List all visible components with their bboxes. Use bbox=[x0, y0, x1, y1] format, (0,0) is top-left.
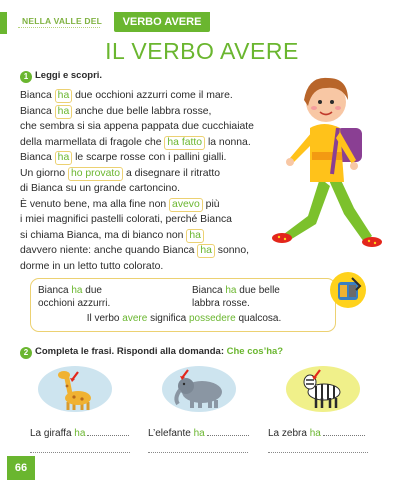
zebra-illustration bbox=[286, 366, 360, 412]
exercise-2-number: 2 bbox=[20, 347, 32, 359]
exercise-2-question: Che cos’ha? bbox=[226, 346, 284, 357]
page-edge-bar bbox=[0, 12, 7, 34]
rule-summary-box bbox=[30, 278, 336, 332]
answer-blank[interactable] bbox=[87, 435, 129, 436]
section-dotted-line bbox=[18, 27, 100, 28]
verb-highlight: ha bbox=[55, 89, 73, 103]
story-line: dorme in un letto tutto colorato. bbox=[20, 260, 164, 272]
answer-line-3[interactable] bbox=[268, 452, 368, 453]
giraffe-illustration bbox=[38, 366, 112, 412]
verb-highlight: ha bbox=[55, 105, 73, 119]
page-number: 66 bbox=[7, 456, 35, 480]
answer-elephant: L’elefante ha bbox=[148, 428, 249, 439]
story-line: Bianca ha anche due belle labbra rosse, bbox=[20, 105, 212, 117]
story-line: Bianca ha le scarpe rosse con i pallini gialli. bbox=[20, 152, 227, 163]
verb-highlight: ha fatto bbox=[164, 136, 205, 150]
exercise-1-text: Leggi e scopri. bbox=[35, 70, 103, 81]
story-line: si chiama Bianca, ma di bianco non ha bbox=[20, 228, 290, 244]
exercise-1-number: 1 bbox=[20, 71, 32, 83]
story-line: della marmellata di fragole che ha fatto la nonna. bbox=[20, 136, 251, 148]
answer-blank[interactable] bbox=[323, 435, 365, 436]
answer-blank[interactable] bbox=[207, 435, 249, 436]
exercise-2-text: Completa le frasi. Rispondi alla domanda: bbox=[35, 346, 227, 357]
story-line: Un giorno ho provato a disegnare il ritratto bbox=[20, 167, 221, 179]
summary-example-2: Bianca ha due belle labbra rosse. bbox=[192, 285, 280, 309]
page-title: IL VERBO AVERE bbox=[105, 38, 299, 64]
child-walking-illustration bbox=[268, 66, 388, 262]
story-line: È venuto bene, ma alla fine non avevo più bbox=[20, 198, 220, 210]
story-text bbox=[20, 88, 290, 274]
verb-highlight: avevo bbox=[169, 198, 203, 212]
answer-line-2[interactable] bbox=[148, 452, 248, 453]
summary-rule: Il verbo avere significa possedere qualcosa. bbox=[86, 313, 282, 324]
elephant-illustration bbox=[162, 366, 236, 412]
summary-example-1: Bianca ha due occhioni azzurri. bbox=[38, 285, 111, 309]
story-line: che sembra si sia appena pappata due cucchiaiate bbox=[20, 121, 254, 132]
verb-highlight: ha bbox=[55, 151, 73, 165]
answer-line-1[interactable] bbox=[30, 452, 130, 453]
story-line: Bianca ha due occhioni azzurri come il mare. bbox=[20, 90, 233, 101]
exercise-1-instruction bbox=[20, 70, 102, 83]
answer-zebra: La zebra ha bbox=[268, 428, 365, 439]
story-line: di Bianca su un grande cartoncino. bbox=[20, 183, 181, 194]
exercise-2-instruction bbox=[20, 346, 283, 359]
verb-highlight: ho provato bbox=[68, 167, 123, 181]
animals-sticker-icon bbox=[330, 272, 366, 308]
section-label: NELLA VALLE DEL bbox=[22, 16, 102, 26]
verb-highlight: ha bbox=[186, 229, 204, 243]
answer-giraffe: La giraffa ha bbox=[30, 428, 129, 439]
story-line: i miei magnifici pastelli colorati, perché Bianca bbox=[20, 214, 232, 225]
verb-highlight: ha bbox=[197, 244, 215, 258]
story-line: davvero niente: anche quando Bianca ha sonno, bbox=[20, 245, 250, 256]
page-header bbox=[0, 12, 404, 32]
chapter-tab: VERBO AVERE bbox=[114, 12, 210, 32]
